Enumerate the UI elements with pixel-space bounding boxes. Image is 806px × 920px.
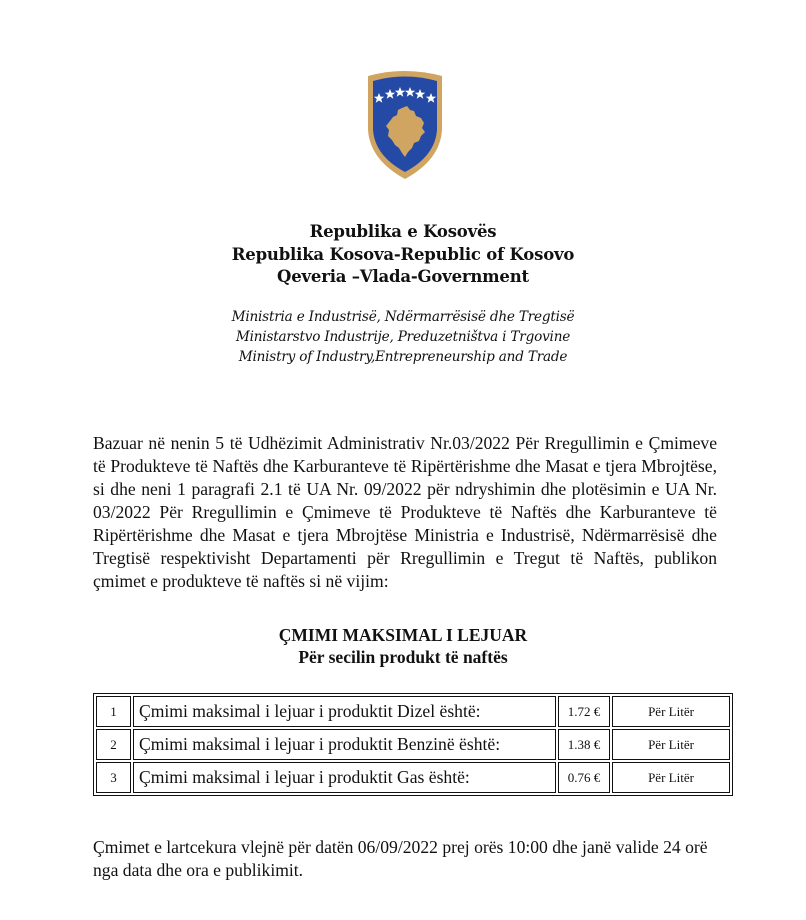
product-price: 0.76 € <box>558 762 610 793</box>
table-row <box>96 696 730 727</box>
header-republic-multilingual: Republika Kosova-Republic of Kosovo <box>231 244 575 264</box>
row-number: 1 <box>96 696 131 727</box>
price-unit: Për Litër <box>612 729 730 760</box>
price-unit: Për Litër <box>612 696 730 727</box>
table-row <box>96 729 730 760</box>
ministry-name-english: Ministry of Industry,Entrepreneurship and Trade <box>238 349 568 365</box>
government-header <box>0 221 806 289</box>
validity-note: Çmimet e lartcekura vlejnë për datën 06/09/2022 prej orës 10:00 dhe janë valide 24 orë nga data dhe ora e publikimit. <box>93 837 708 880</box>
section-heading <box>0 624 806 668</box>
product-price: 1.38 € <box>558 729 610 760</box>
section-title: ÇMIMI MAKSIMAL I LEJUAR <box>278 625 528 645</box>
row-number: 3 <box>96 762 131 793</box>
intro-paragraph: Bazuar në nenin 5 të Udhëzimit Administrativ Nr.03/2022 Për Rregullimin e Çmimeve të Produkteve të Naftës dhe Karburanteve të Ripërtërishme dhe Masat e tjera Mbrojtëse, si dhe neni 1 paragrafi 2.1 të UA Nr. 09/2022 për ndryshimin dhe plotësimin e UA Nr. 03/2022 Për Rregullimin e Çmimeve të Produkteve të Naftës dhe Karburanteve të Ripërtërishme dhe Masat e tjera Mbrojtëse Ministria e Industrisë, Ndërmarrësisë dhe Tregtisë respektivisht Departamenti për Rregullimin e Tregut të Naftës, publikon çmimet e produkteve të naftës si në vijim: <box>93 433 717 591</box>
ministry-name-albanian: Ministria e Industrisë, Ndërmarrësisë dhe Tregtisë <box>231 309 575 325</box>
header-government: Qeveria –Vlada-Government <box>277 267 529 286</box>
product-description: Çmimi maksimal i lejuar i produktit Dizel është: <box>133 696 556 727</box>
product-description: Çmimi maksimal i lejuar i produktit Gas është: <box>133 762 556 793</box>
kosovo-coat-of-arms-icon <box>364 68 446 180</box>
ministry-name-serbian: Ministarstvo Industrije, Preduzetništva i Trgovine <box>235 329 571 345</box>
product-description: Çmimi maksimal i lejuar i produktit Benzinë është: <box>133 729 556 760</box>
price-table <box>93 693 733 796</box>
section-subtitle: Për secilin produkt të naftës <box>298 647 508 667</box>
header-republic-albanian: Republika e Kosovës <box>309 222 497 241</box>
product-price: 1.72 € <box>558 696 610 727</box>
price-unit: Për Litër <box>612 762 730 793</box>
row-number: 2 <box>96 729 131 760</box>
ministry-header <box>0 307 806 367</box>
table-row <box>96 762 730 793</box>
